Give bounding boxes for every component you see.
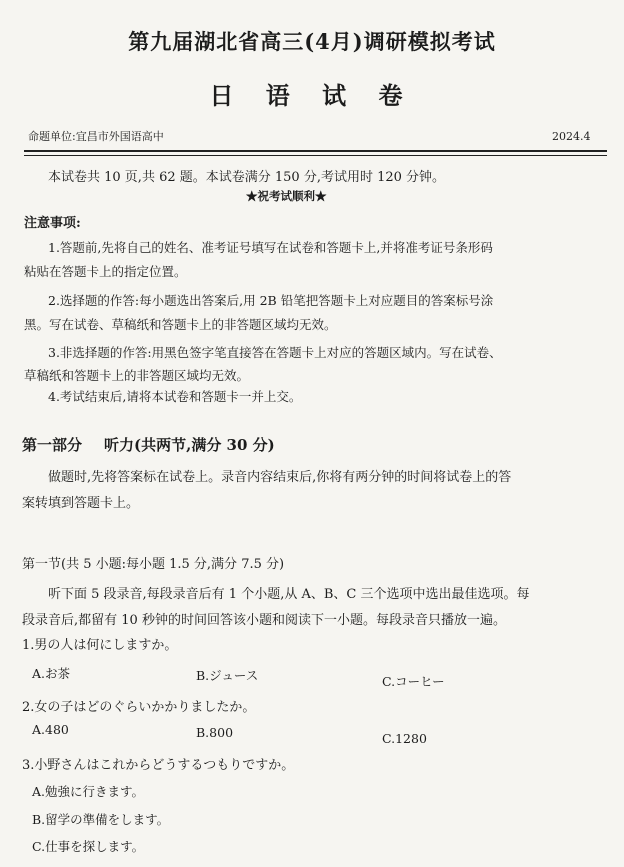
note-line: 1.答题前,先将自己的姓名、准考证号填写在试卷和答题卡上,并将准考证号条形码 [48, 240, 493, 255]
note-line: 草稿纸和答题卡上的非答题区域均无效。 [24, 368, 250, 383]
question-stem: 3.小野さんはこれからどうするつもりですか。 [22, 758, 295, 773]
notes-heading: 注意事项: [24, 216, 81, 231]
question-option: C.コーヒー [382, 674, 445, 689]
part1-instruction: 做题时,先将答案标在试卷上。录音内容结束后,你将有两分钟的时间将试卷上的答 [48, 470, 512, 485]
exam-summary: 本试卷共 10 页,共 62 题。本试卷满分 150 分,考试用时 120 分钟。 [48, 170, 446, 185]
question-option: C.仕事を探します。 [32, 839, 145, 854]
part1-title: 听力(共两节,满分 30 分) [104, 436, 275, 454]
note-line: 粘贴在答题卡上的指定位置。 [24, 264, 187, 279]
good-luck-note: ★祝考试顺利★ [246, 189, 327, 203]
question-option: B.ジュース [196, 668, 259, 683]
part1-label: 第一部分 [22, 436, 83, 454]
section1-title: 第一节(共 5 小题:每小题 1.5 分,满分 7.5 分) [22, 557, 285, 572]
question-option: C.1280 [382, 731, 427, 746]
header-divider-thin [24, 155, 607, 156]
exam-title: 第九届湖北省高三(4月)调研模拟考试 [128, 29, 496, 54]
question-option: A.480 [32, 722, 69, 737]
header-divider-thick [24, 150, 607, 152]
question-stem: 2.女の子はどのぐらいかかりましたか。 [22, 700, 256, 715]
part1-instruction: 案转填到答题卡上。 [22, 496, 140, 511]
note-line: 3.非选择题的作答:用黑色签字笔直接答在答题卡上对应的答题区域内。写在试卷、 [48, 345, 502, 360]
question-option: A.勉強に行きます。 [32, 784, 145, 799]
paper-subject-title: 日 语 试 卷 [209, 81, 415, 110]
note-line: 4.考试结束后,请将本试卷和答题卡一并上交。 [48, 389, 302, 404]
section1-instruction: 段录音后,都留有 10 秒钟的时间回答该小题和阅读下一小题。每段录音只播放一遍。 [22, 613, 506, 628]
question-option: A.お茶 [32, 666, 71, 681]
exam-date: 2024.4 [552, 130, 591, 143]
question-stem: 1.男の人は何にしますか。 [22, 638, 178, 653]
question-option: B.800 [196, 725, 234, 740]
note-line: 2.选择题的作答:每小题选出答案后,用 2B 铅笔把答题卡上对应题目的答案标号涂 [48, 293, 494, 308]
question-option: B.留学の準備をします。 [32, 812, 170, 827]
note-line: 黑。写在试卷、草稿纸和答题卡上的非答题区域均无效。 [24, 317, 337, 332]
section1-instruction: 听下面 5 段录音,每段录音后有 1 个小题,从 A、B、C 三个选项中选出最佳选项。每 [48, 587, 530, 602]
author-unit: 命题单位:宜昌市外国语高中 [28, 130, 164, 143]
